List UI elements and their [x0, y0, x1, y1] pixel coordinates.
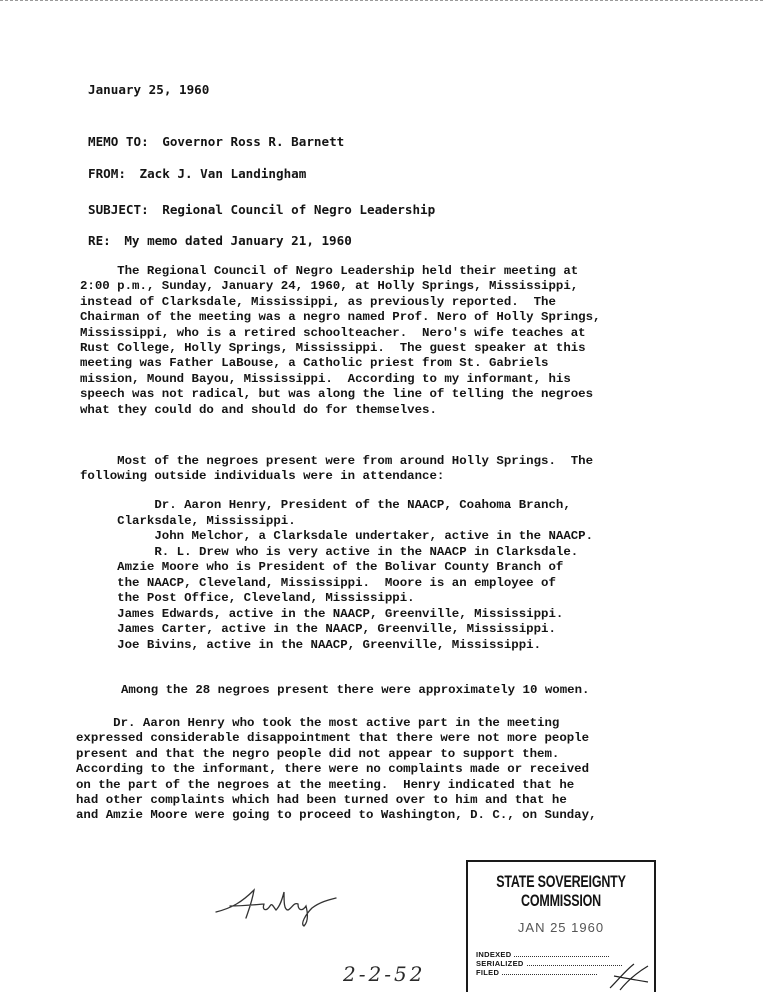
stamp-row-serialized: SERIALIZED	[476, 959, 622, 968]
memo-to-value: Governor Ross R. Barnett	[162, 134, 345, 149]
memo-re	[88, 233, 352, 248]
signature-scribble	[212, 878, 352, 928]
memo-from	[88, 166, 306, 181]
memo-to	[88, 134, 344, 149]
attendee-list: Dr. Aaron Henry, President of the NAACP, Coahoma Branch, Clarksdale, Mississippi. John Melchor, a Clarksdale undertaker, active in the NAACP. R. L. Drew who is very active in the NAACP in Clarksdale. Amzie Moore who is President of the Bolivar County Branch of the NAACP, Cleveland, Mississippi. Moore is an employee of the Post Office, Cleveland, Mississippi. James Edwards, active in the NAACP, Greenville, Mississippi. James Carter, active in the NAACP, Greenville, Mississippi. Joe Bivins, active in the NAACP, Greenville, Mississippi.	[117, 498, 594, 652]
memo-paragraph-3: Among the 28 negroes present there were approximately 10 women.	[121, 683, 590, 697]
stamp-rows	[476, 950, 622, 977]
memo-from-value: Zack J. Van Landingham	[139, 166, 307, 181]
memo-date: January 25, 1960	[88, 82, 210, 97]
memo-subject-value: Regional Council of Negro Leadership	[162, 202, 436, 217]
memo-paragraph-2: Most of the negroes present were from around Holly Springs. The following outside individuals were in attendance:	[80, 454, 594, 484]
stamp-date: JAN 25 1960	[517, 920, 605, 935]
handwritten-file-number: 2-2-52	[343, 962, 426, 986]
memo-paragraph-1: The Regional Council of Negro Leadership held their meeting at 2:00 p.m., Sunday, January 24, 1960, at Holly Springs, Mississippi, instead of Clarksdale, Mississippi, as previously reported. The Chairman of the meeting was a negro named Prof. Nero of Holly Springs, Mississippi, who is a retired schoolteacher. Nero's wife teaches at Rust College, Holly Springs, Mississippi. The guest speaker at this meeting was Father LaBouse, a Catholic priest from St. Gabriels mission, Mound Bayou, Mississippi. According to my informant, his speech was not radical, but was along the line of telling the negroes what they could do and should do for themselves.	[80, 264, 601, 417]
memo-subject	[88, 202, 435, 217]
stamp-title: STATE SOVEREIGNTY COMMISSION	[496, 872, 626, 910]
state-sovereignty-stamp	[466, 860, 656, 992]
handwritten-signature	[212, 878, 352, 928]
stamp-row-filed: FILED	[476, 968, 622, 977]
memo-re-label: RE:	[88, 233, 111, 248]
stamp-initials-scribble	[608, 962, 652, 992]
memo-paragraph-4: Dr. Aaron Henry who took the most active part in the meeting expressed considerable disappointment that there were not more people present and that the negro people did not appear to support them. According to the informant, there were no complaints made or received on the part of the negroes at the meeting. Henry indicated that he had other complaints which had been turned over to him and that he and Amzie Moore were going to proceed to Washington, D. C., on Sunday,	[76, 716, 597, 823]
memo-to-label: MEMO TO:	[88, 134, 149, 149]
stamp-row-indexed: INDEXED	[476, 950, 622, 959]
memo-re-value: My memo dated January 21, 1960	[124, 233, 352, 248]
memo-subject-label: SUBJECT:	[88, 202, 149, 217]
memo-from-label: FROM:	[88, 166, 126, 181]
